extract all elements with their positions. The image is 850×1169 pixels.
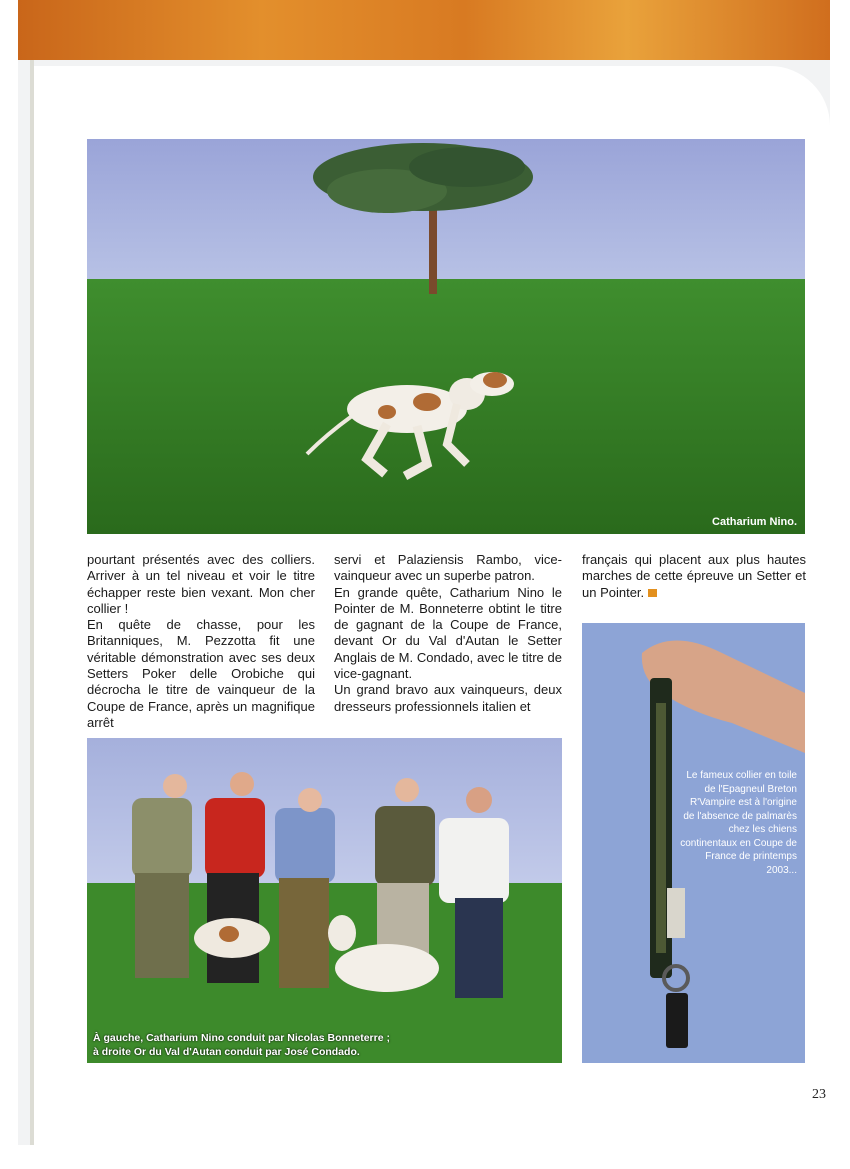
caption-collar-photo: Le fameux collier en toile de l'Epagneul Breton R'Vampire est à l'origine de l'absence de palmarès chez les chiens continentaux en Coupe de France de printemps 2003... [680, 770, 797, 876]
text-column-3 [582, 552, 806, 601]
top-color-band [18, 0, 830, 60]
photo-group-handlers [87, 738, 562, 1063]
text-column-2 [334, 552, 562, 715]
caption-line: À gauche, Catharium Nino conduit par Nicolas Bonneterre ; [93, 1032, 390, 1044]
caption-group-photo [93, 1031, 390, 1059]
photo-running-dog [87, 139, 805, 534]
paragraph: En grande quête, Catharium Nino le Pointer de M. Bonneterre obtint le titre de gagnant de la Coupe de France, devant Or du Val d'Autan le Setter Anglais de M. Condado, avec le titre de vice-gagnant. [334, 584, 562, 682]
end-of-article-mark [648, 589, 657, 597]
text-column-1 [87, 552, 315, 731]
page-number: 23 [812, 1087, 826, 1102]
photo-collar [582, 623, 805, 1063]
binding-edge [30, 60, 34, 1145]
paragraph: pourtant présentés avec des colliers. Arriver à un tel niveau et voir le titre échapper reste bien vexant. Mon cher collier ! [87, 552, 315, 616]
paragraph: servi et Palaziensis Rambo, vice-vainqueur avec un superbe patron. [334, 552, 562, 584]
paragraph: En quête de chasse, pour les Britanniques, M. Pezzotta fit une véritable démonstration avec ses deux Setters Poker delle Orobiche qui décrocha le titre de vainqueur de la Coupe de France, après un magnifique arrêt [87, 617, 315, 730]
paragraph: Un grand bravo aux vainqueurs, deux dresseurs professionnels italien et [334, 682, 562, 714]
paragraph-text: français qui placent aux plus hautes marches de cette épreuve un Setter et un Pointer. [582, 552, 806, 600]
caption-top-photo: Catharium Nino. [712, 516, 797, 528]
paragraph [582, 552, 806, 601]
caption-line: à droite Or du Val d'Autan conduit par José Condado. [93, 1046, 360, 1058]
